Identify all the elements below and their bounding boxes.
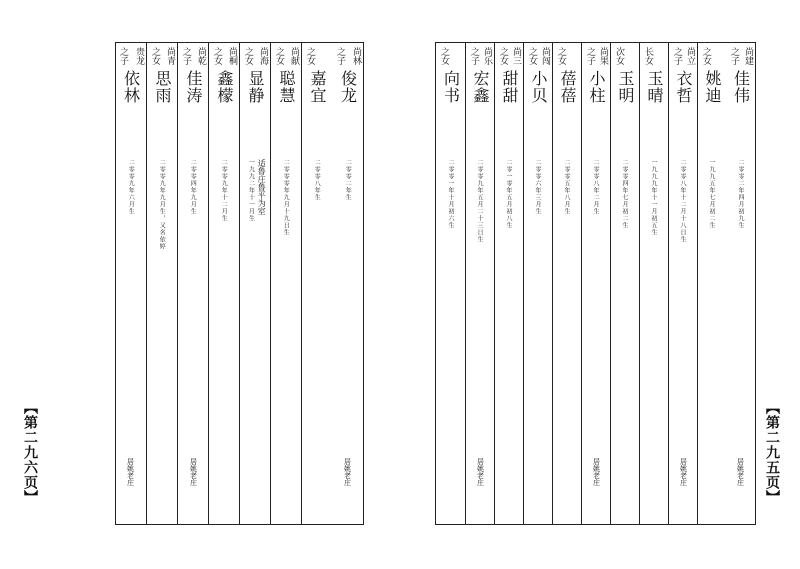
entry-column: [332, 43, 363, 524]
relation-label: 之女: [527, 47, 537, 65]
genealogy-panel-right: [435, 42, 756, 525]
entry-column: [668, 43, 697, 524]
person-name: 显静: [246, 70, 265, 104]
relation-label: 之女: [701, 47, 711, 65]
birth-record: 二零零四年九月生: [189, 159, 197, 215]
entry-column: [581, 43, 610, 524]
relation-label: 之女: [212, 47, 222, 65]
entry-column: [552, 43, 581, 524]
relation-label: 之子: [585, 47, 595, 65]
entry-column: [208, 43, 239, 524]
page-number-right: 【第二九五页】: [764, 400, 780, 505]
person-name: 嘉宜: [308, 70, 327, 104]
entry-column: [436, 43, 465, 524]
residence-label: 居姚老庄: [476, 458, 485, 486]
parent-name: 尚闯: [540, 47, 550, 65]
birth-record: 二零零二年四月初九生: [736, 159, 744, 229]
relation-label: 之子: [672, 47, 682, 65]
birth-record: 二零零八年十二月十八日生: [678, 159, 686, 243]
person-name: 佳伟: [731, 70, 751, 104]
relation-label: 之子: [118, 47, 128, 65]
entry-column: [177, 43, 208, 524]
entry-column: [726, 43, 755, 524]
parent-name: 尚海: [258, 47, 268, 65]
birth-record: 二零一零年五月初八生: [504, 159, 512, 229]
relation-label: 次女: [614, 47, 624, 65]
relation-label: 之女: [274, 47, 284, 65]
person-name: 小柱: [587, 70, 606, 104]
page-number-left: 【第二九六页】: [22, 400, 38, 505]
person-name: 玉明: [616, 70, 635, 104]
relation-label: 之子: [335, 47, 345, 65]
relation-label: 之女: [498, 47, 508, 65]
entry-column: [697, 43, 726, 524]
person-name: 佳涛: [184, 70, 203, 104]
parent-name: 尚三: [511, 47, 521, 65]
person-name: 衣哲: [674, 70, 693, 104]
parent-name: 尚桐: [227, 47, 237, 65]
person-name: 姚迪: [703, 70, 722, 104]
birth-record: 二零零零年九月十九日生: [282, 159, 290, 236]
entry-column: [523, 43, 552, 524]
person-name: 宏鑫: [471, 70, 490, 104]
parent-name: 尚立: [685, 47, 695, 65]
relation-label: 长女: [643, 47, 653, 65]
relation-label: 之女: [305, 47, 315, 65]
person-name: 依林: [121, 70, 141, 104]
entry-column: [146, 43, 177, 524]
person-name: 俊龙: [338, 70, 358, 104]
birth-record: 一九九二年十一月生: [247, 159, 255, 222]
birth-record: 二零零一年十月初六生: [446, 159, 454, 229]
relation-label: 之子: [469, 47, 479, 65]
birth-record: 一九九五年七月初二生: [707, 159, 715, 229]
birth-record: 二零零九年五月二十三日生: [475, 159, 483, 243]
birth-record: 二零零八年生: [313, 159, 321, 201]
residence-label: 居姚老庄: [343, 458, 352, 486]
residence-label: 居姚老庄: [592, 458, 601, 486]
parent-name: 尚林: [351, 47, 361, 65]
relation-label: 之女: [556, 47, 566, 65]
parent-name: 贵龙: [134, 47, 144, 65]
parent-name: 尚果: [598, 47, 608, 65]
birth-record: 二零零四年七月初二生: [620, 159, 628, 229]
birth-record: 二零零二年生: [344, 159, 352, 201]
residence-label: 居姚老庄: [736, 458, 745, 486]
birth-record: 二零零五年八月生: [562, 159, 570, 215]
entry-column: [301, 43, 332, 524]
birth-record: 一九九九年十一月初五生: [649, 159, 657, 236]
parent-name: 尚乾: [196, 47, 206, 65]
person-name: 思雨: [153, 70, 172, 104]
entry-column: [270, 43, 301, 524]
person-name: 鑫檬: [215, 70, 234, 104]
birth-record: 二零零八年二月生: [591, 159, 599, 215]
residence-label: 居姚老庄: [126, 458, 135, 486]
relation-label: 之女: [150, 47, 160, 65]
parent-name: 尚献: [289, 47, 299, 65]
person-name: 甜甜: [500, 70, 519, 104]
birth-record: 二零零六年三月生: [533, 159, 541, 215]
residence-label: 居姚老庄: [679, 458, 688, 486]
birth-record: 二零零九年九月生，又名依婷: [158, 159, 166, 250]
parent-name: 尚青: [165, 47, 175, 65]
person-name: 小贝: [529, 70, 548, 104]
residence-label: 居姚老庄: [189, 458, 198, 486]
birth-record: 二零零九年六月生: [127, 159, 135, 215]
person-name: 向书: [441, 70, 461, 104]
parent-name: 尚乐: [482, 47, 492, 65]
entry-column: [610, 43, 639, 524]
entry-column: [239, 43, 270, 524]
entry-column: [115, 43, 146, 524]
entry-column: [639, 43, 668, 524]
birth-record: 二零零九年十二月生: [220, 159, 228, 222]
person-name: 蓓蓓: [558, 70, 577, 104]
parent-name: 尚建: [743, 47, 753, 65]
relation-label: 之子: [729, 47, 739, 65]
person-name: 玉晴: [645, 70, 664, 104]
person-name: 聪慧: [277, 70, 296, 104]
marriage-note: 适鲁庄鲁平为室: [257, 159, 267, 215]
entry-column: [465, 43, 494, 524]
relation-label: 之子: [181, 47, 191, 65]
relation-label: 之女: [243, 47, 253, 65]
entry-column: [494, 43, 523, 524]
relation-label: 之女: [439, 47, 449, 65]
genealogy-panel-left: [115, 42, 364, 525]
